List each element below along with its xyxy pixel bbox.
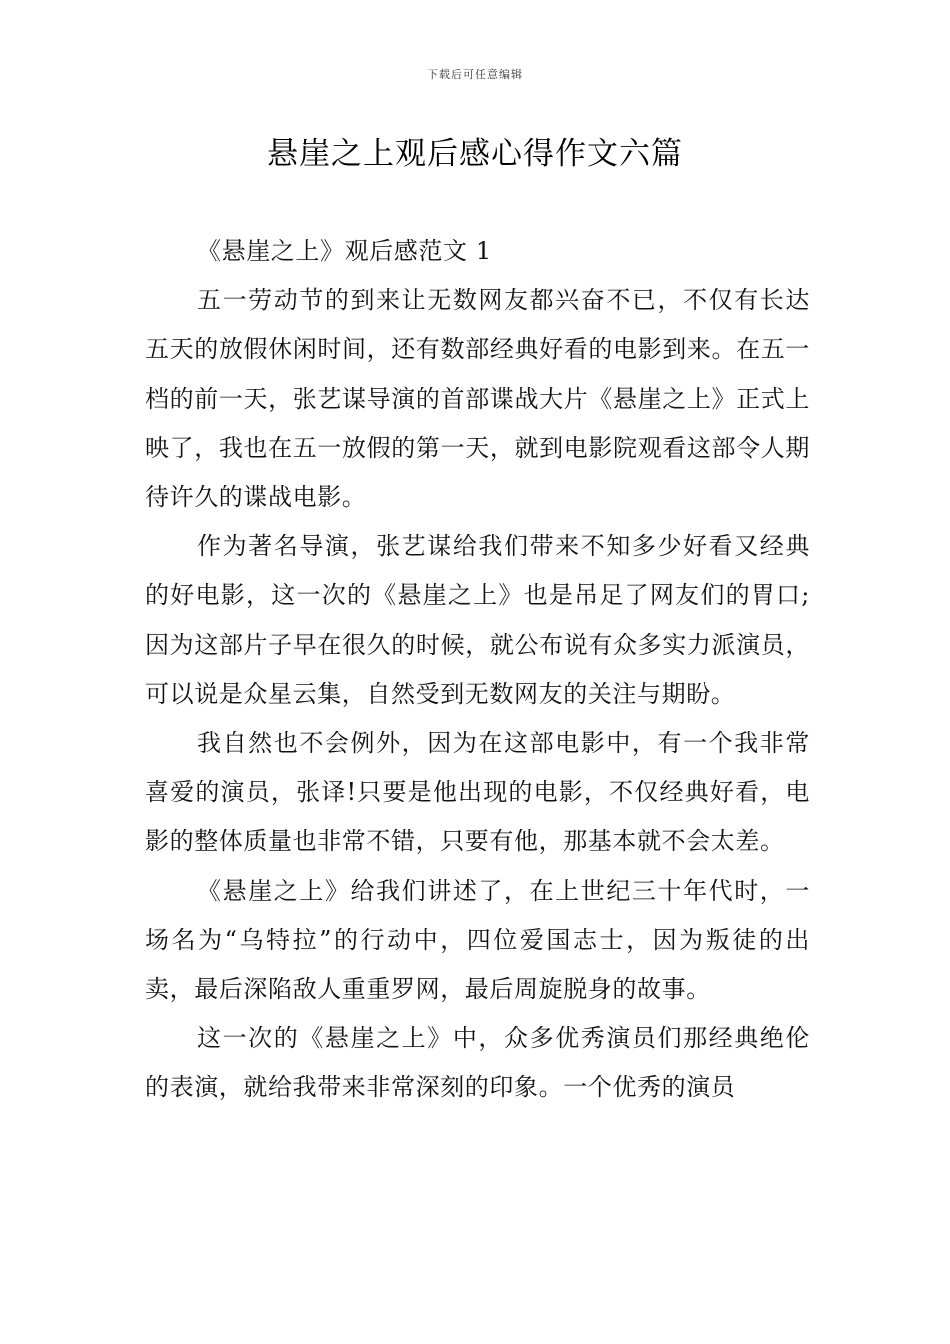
paragraph: 作为著名导演，张艺谋给我们带来不知多少好看又经典的好电影，这一次的《悬崖之上》也是吊足了网友们的胃口;因为这部片子早在很久的时候，就公布说有众多实力派演员，可以说是众星云集，自然受到无数网友的关注与期盼。 <box>145 532 810 708</box>
paragraph: 《悬崖之上》给我们讲述了，在上世纪三十年代时，一场名为“乌特拉”的行动中，四位爱国志士，因为叛徒的出卖，最后深陷敌人重重罗网，最后周旋脱身的故事。 <box>145 876 810 1004</box>
paragraph: 我自然也不会例外，因为在这部电影中，有一个我非常喜爱的演员，张译!只要是他出现的电影，不仅经典好看，电影的整体质量也非常不错，只要有他，那基本就不会太差。 <box>145 729 810 856</box>
section-heading: 《悬崖之上》观后感范文 1 <box>197 237 492 265</box>
paragraph: 这一次的《悬崖之上》中，众多优秀演员们那经典绝伦的表演，就给我带来非常深刻的印象。一个优秀的演员 <box>145 1024 810 1102</box>
paragraph: 五一劳动节的到来让无数网友都兴奋不已，不仅有长达五天的放假休闲时间，还有数部经典好看的电影到来。在五一档的前一天，张艺谋导演的首部谍战大片《悬崖之上》正式上映了，我也在五一放假的第一天，就到电影院观看这部令人期待许久的谍战电影。 <box>145 286 810 512</box>
document-title: 悬崖之上观后感心得作文六篇 <box>267 136 683 172</box>
document-body <box>145 227 810 1113</box>
header-note: 下载后可任意编辑 <box>427 68 523 81</box>
